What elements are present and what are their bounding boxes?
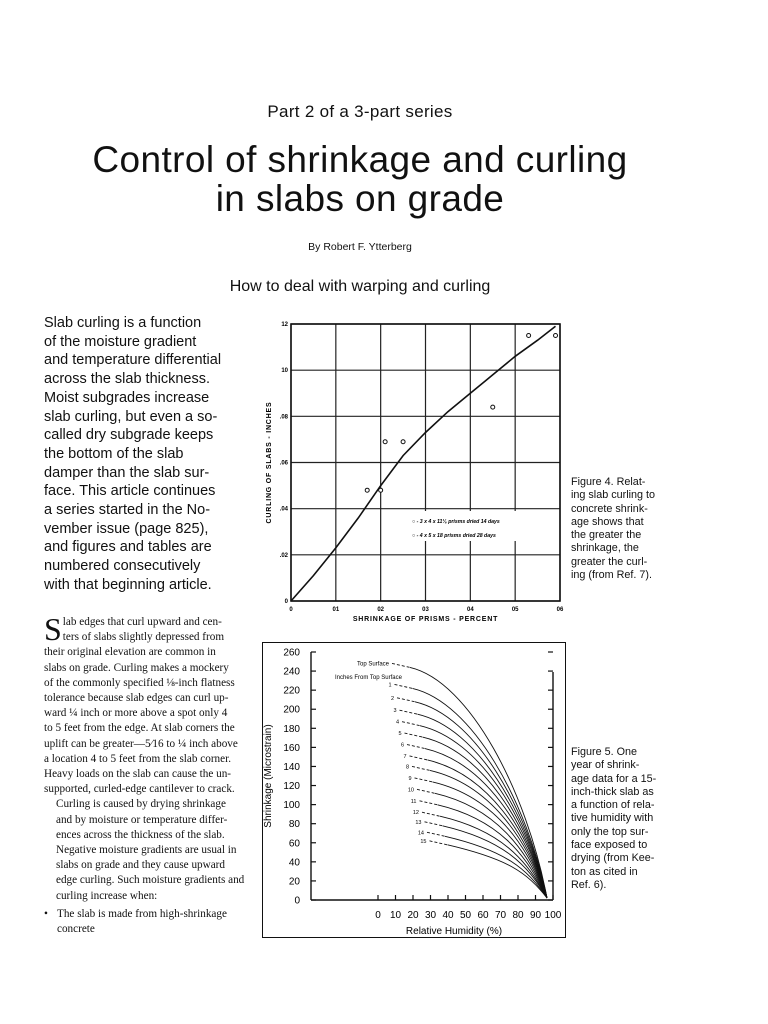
fig5-series-label: 15 (420, 838, 427, 845)
fig5-curve-dash (422, 812, 440, 816)
body-line-p2-4: Negative moisture gradients are usual in (56, 844, 237, 857)
intro-line-3: and temperature differential (44, 352, 222, 369)
fig5-caption-line-4: inch-thick slab as (571, 785, 654, 798)
paragraph-1 (44, 611, 249, 797)
fig5-y-tick-label: 220 (283, 685, 300, 697)
fig5-y-axis-label: Shrinkage (Microstrain) (263, 724, 274, 828)
fig4-data-point (554, 334, 558, 338)
fig5-x-tick-label: 50 (459, 910, 472, 921)
fig5-caption-line-10: ton as cited in (571, 865, 638, 878)
fig5-curve-dash (412, 766, 430, 770)
fig4-y-tick-label: .08 (279, 414, 288, 421)
body-line-2: ters of slabs slightly depressed from (62, 631, 225, 644)
fig4-data-point (383, 440, 387, 444)
intro-line-15: with that beginning article. (44, 576, 212, 593)
body-line-9: uplift can be greater—5⁄16 to ¼ inch above (44, 737, 238, 750)
body-line-p2-1: Curling is caused by drying shrinkage (56, 798, 226, 811)
fig4-trend-line (291, 326, 556, 601)
body-line-1: lab edges that curl upward and cen- (62, 616, 222, 628)
fig4-x-tick-label: 05 (511, 607, 519, 613)
fig5-series-label: 6 (400, 742, 404, 749)
body-line-3: their original elevation are common in (44, 646, 216, 659)
fig4-data-point (527, 334, 531, 338)
fig5-curve-dash (415, 778, 433, 782)
body-line-p2-7: curling increase when: (56, 889, 158, 902)
fig5-y-tick-label: 180 (283, 723, 300, 735)
fig5-x-axis-label: Relative Humidity (%) (405, 926, 503, 937)
fig5-curve-dash (425, 822, 443, 826)
intro-paragraph (44, 314, 239, 595)
fig4-x-tick-label: 01 (332, 607, 340, 613)
body-line-p2-6: edge curling. Such moisture gradients and (56, 874, 245, 887)
fig4-x-tick-label: 02 (377, 607, 385, 613)
figure-4-chart (262, 314, 566, 634)
body-line-5: of the commonly specified ⅛-inch flatness (44, 676, 235, 689)
intro-line-7: called dry subgrade keeps (44, 427, 214, 444)
fig5-x-tick-label: 60 (477, 910, 489, 921)
fig5-y-tick-label: 140 (283, 761, 300, 773)
fig4-data-point (491, 405, 495, 409)
fig5-curve-dash (402, 722, 420, 726)
fig5-y-tick-label: 100 (283, 800, 300, 812)
fig5-x-tick-label: 80 (512, 910, 524, 921)
intro-line-13: and figures and tables are (44, 539, 212, 556)
figure-5-caption (571, 746, 656, 892)
fig5-caption-line-9: drying (from Kee- (571, 852, 655, 865)
fig4-caption-line-1: Figure 4. Relat- (571, 476, 646, 488)
fig5-caption-line-11: Ref. 6). (571, 878, 607, 891)
byline: By Robert F. Ytterberg (308, 241, 412, 253)
body-line-12: supported, curled-edge cantilever to crack. (44, 783, 235, 796)
fig5-y-tick-label: 20 (288, 876, 300, 888)
body-line-4: slabs on grade. Curling makes a mockery (44, 661, 229, 674)
fig5-series-label: 1 (388, 682, 392, 689)
article-title (0, 140, 720, 218)
fig5-caption-line-8: face exposed to (571, 839, 648, 852)
fig5-y-tick-label: 60 (288, 838, 300, 850)
series-label: Part 2 of a 3-part series (267, 102, 453, 121)
fig4-data-point (379, 488, 383, 492)
fig5-series-label: 10 (407, 787, 414, 794)
fig5-curve-dash (392, 663, 410, 667)
fig5-curve (423, 737, 548, 898)
fig4-caption-line-7: greater the curl- (571, 555, 648, 568)
title-line-1: Control of shrinkage and curling (92, 139, 628, 180)
intro-line-6: slab curling, but even a so- (44, 408, 218, 425)
fig4-x-tick-label: 0 (289, 607, 293, 613)
body-line-7: ward ¼ inch or more above a spot only 4 (44, 707, 228, 720)
fig4-y-tick-label: .02 (279, 552, 288, 559)
fig5-y-tick-label: 240 (283, 666, 300, 678)
body-line-p2-3: ences across the thickness of the slab. (56, 828, 225, 841)
fig5-y-tick-label: 200 (283, 704, 300, 716)
fig5-y-tick-label: 40 (288, 857, 300, 869)
fig5-curve-dash (417, 789, 435, 793)
fig5-series-label: 11 (410, 798, 417, 805)
fig4-y-tick-label: .06 (279, 460, 288, 467)
drop-cap: S (44, 611, 62, 647)
fig5-caption-line-2: year of shrink- (571, 759, 640, 772)
fig4-caption-line-8: ing (from Ref. 7). (571, 569, 652, 582)
fig5-x-tick-label: 10 (389, 910, 402, 921)
figure-5-chart (262, 642, 566, 938)
fig5-annotation-inches: Inches From Top Surface (335, 674, 402, 681)
fig4-x-tick-label: 04 (466, 607, 474, 613)
fig4-x-axis-label: SHRINKAGE OF PRISMS - PERCENT (352, 616, 499, 623)
fig4-caption-line-6: shrinkage, the (571, 542, 639, 555)
fig4-x-tick-label: 06 (556, 607, 564, 613)
bullet-line-2: concrete (57, 923, 95, 936)
body-line-p2-2: and by moisture or temperature differ- (56, 813, 228, 826)
bullet-line-1: The slab is made from high-shrinkage (57, 908, 227, 920)
fig5-curve-dash (400, 710, 418, 714)
fig5-x-tick-label: 0 (375, 910, 381, 921)
fig5-annotation-top-surface: Top Surface (357, 661, 390, 668)
fig5-caption-line-6: tive humidity with (571, 812, 654, 825)
body-paragraph (44, 611, 249, 904)
bullet-text (57, 907, 227, 937)
fig5-curve (407, 667, 547, 898)
fig5-y-tick-label: 260 (283, 647, 300, 659)
fig5-series-label: 8 (405, 764, 409, 771)
fig5-series-label: 12 (412, 810, 419, 817)
fig5-series-label: 9 (408, 775, 412, 782)
fig5-curve-dash (430, 841, 448, 845)
bullet-marker: • (44, 908, 48, 920)
fig5-x-tick-label: 70 (494, 910, 507, 921)
fig5-series-label: 7 (403, 753, 407, 760)
fig4-legend-entry: ○ - 4 x 5 x 18 prisms dried 28 days (412, 533, 496, 539)
intro-line-5: Moist subgrades increase (44, 389, 210, 406)
fig5-y-tick-label: 160 (283, 742, 300, 754)
fig5-x-tick-label: 100 (544, 910, 562, 921)
intro-line-1: Slab curling is a function (44, 315, 202, 331)
fig5-caption-line-5: a function of rela- (571, 799, 655, 812)
body-line-6: tolerance because slab edges can curl up- (44, 692, 229, 705)
fig5-y-tick-label: 0 (294, 895, 300, 907)
body-line-p2-5: slabs on grade and they cause upward (56, 859, 225, 872)
fig5-caption-line-3: age data for a 15- (571, 772, 657, 785)
fig5-series-label: 5 (398, 731, 402, 738)
fig5-caption-line-1: Figure 5. One (571, 746, 638, 758)
body-line-10: a location 4 to 5 feet from the slab corner. (44, 752, 232, 765)
intro-line-14: numbered consecutively (44, 558, 201, 575)
fig5-y-tick-label: 80 (288, 819, 300, 831)
fig4-data-point (365, 488, 369, 492)
fig4-x-tick-label: 03 (422, 607, 429, 613)
fig5-curve-dash (397, 698, 415, 702)
intro-line-9: damper than the slab sur- (44, 464, 210, 481)
fig4-y-axis-label: CURLING OF SLABS - INCHES (266, 401, 273, 524)
fig4-legend-entry: ○ - 3 x 4 x 11⅛ prisms dried 14 days (412, 519, 500, 525)
fig5-series-label: 4 (395, 719, 399, 726)
fig5-curve-dash (427, 832, 445, 836)
fig5-curve-dash (407, 745, 425, 749)
fig5-x-tick-label: 90 (529, 910, 542, 921)
fig5-x-tick-label: 40 (442, 910, 454, 921)
fig5-y-tick-label: 120 (283, 781, 300, 793)
fig4-y-tick-label: 10 (281, 368, 288, 375)
fig5-series-label: 14 (417, 830, 424, 837)
fig4-y-tick-label: .04 (279, 506, 288, 513)
fig5-frame (263, 643, 566, 938)
deck: How to deal with warping and curling (229, 278, 491, 295)
fig5-curve-dash (395, 684, 413, 688)
title-line-2: in slabs on grade (215, 178, 505, 219)
fig4-data-point (401, 440, 405, 444)
fig5-curve-dash (405, 733, 423, 737)
fig5-curve-dash (420, 801, 438, 805)
fig4-caption-line-4: age shows that (571, 515, 644, 528)
fig4-y-tick-label: 0 (284, 599, 288, 605)
fig4-y-tick-label: 12 (281, 322, 288, 328)
intro-line-12: vember issue (page 825), (44, 520, 209, 537)
fig5-series-label: 13 (415, 819, 422, 826)
intro-line-10: face. This article continues (44, 483, 216, 500)
fig5-series-label: 3 (393, 708, 397, 715)
intro-line-4: across the slab thickness. (44, 371, 211, 388)
intro-line-2: of the moisture gradient (44, 333, 197, 350)
fig5-x-tick-label: 30 (424, 910, 437, 921)
fig4-caption-line-2: ing slab curling to (571, 489, 656, 502)
intro-line-8: the bottom of the slab (44, 445, 184, 462)
fig4-caption-line-5: the greater the (571, 529, 642, 542)
fig5-series-label: 2 (390, 695, 394, 702)
paragraph-2 (44, 797, 249, 903)
fig4-caption-line-3: concrete shrink- (571, 502, 648, 515)
body-line-11: Heavy loads on the slab can cause the un- (44, 768, 232, 781)
fig5-x-tick-label: 20 (407, 910, 419, 921)
body-line-8: to 5 feet from the edge. At slab corners the (44, 722, 235, 735)
fig5-caption-line-7: only the top sur- (571, 825, 649, 838)
intro-line-11: a series started in the No- (44, 502, 211, 519)
fig5-curve-dash (410, 756, 428, 760)
figure-4-caption (571, 476, 655, 582)
